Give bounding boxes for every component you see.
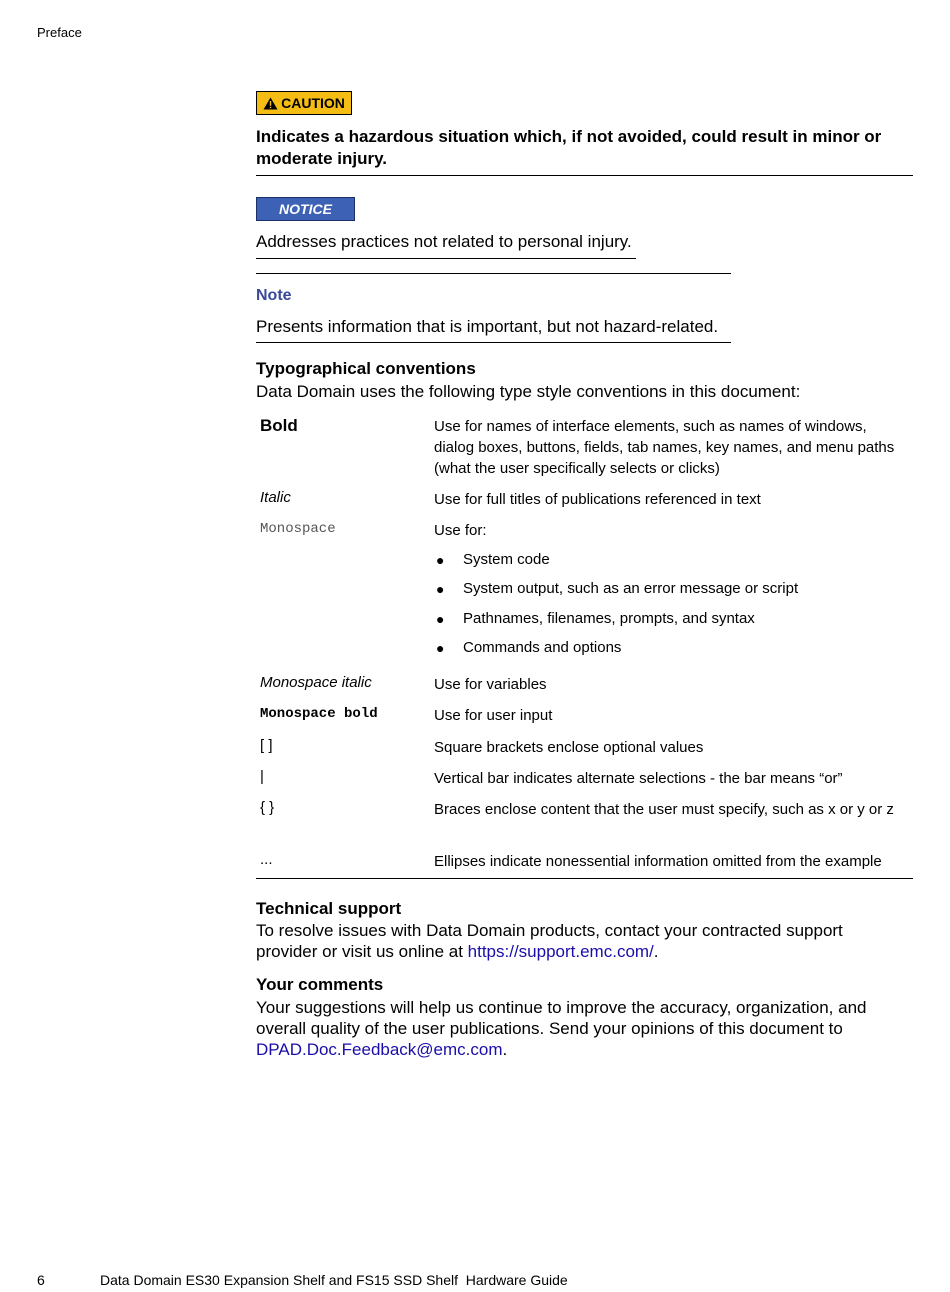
convention-term-ellipses: ... xyxy=(260,851,273,868)
document-title: Data Domain ES30 Expansion Shelf and FS15 SSD Shelf Hardware Guide xyxy=(100,1272,568,1288)
table-bottom-rule xyxy=(256,878,913,879)
feedback-email-link[interactable]: DPAD.Doc.Feedback@emc.com xyxy=(256,1040,503,1059)
notice-text: Addresses practices not related to personal injury. xyxy=(256,232,632,251)
convention-desc-braces: Braces enclose content that the user must specify, such as x or y or z xyxy=(434,801,894,818)
convention-desc-bold: Use for names of interface elements, such as names of windows, dialog boxes, buttons, fields, tab names, key names, and menu paths (what the user specifically selects or clicks) xyxy=(434,418,895,477)
convention-desc-vertical-bar: Vertical bar indicates alternate selections - the bar means “or” xyxy=(434,770,843,787)
technical-support-heading: Technical support xyxy=(256,899,402,918)
notice-badge: NOTICE xyxy=(256,197,355,221)
notice-underline xyxy=(256,258,636,259)
convention-term-bold: Bold xyxy=(260,416,298,435)
convention-term-brackets: [ ] xyxy=(260,737,273,754)
note-divider xyxy=(256,342,731,343)
bullet-item: Commands and options xyxy=(463,639,622,656)
note-text: Presents information that is important, but not hazard-related. xyxy=(256,317,719,336)
bullet-marker: ● xyxy=(436,552,445,568)
convention-term-italic: Italic xyxy=(260,489,291,506)
bullet-item: System output, such as an error message or script xyxy=(463,580,799,597)
typographical-heading: Typographical conventions xyxy=(256,359,476,378)
caution-badge xyxy=(256,91,352,115)
note-label: Note xyxy=(256,287,292,304)
bullet-item: System code xyxy=(463,551,550,568)
running-header: Preface xyxy=(37,25,82,40)
bullet-item: Pathnames, filenames, prompts, and syntax xyxy=(463,610,755,627)
convention-term-vertical-bar: | xyxy=(260,768,264,785)
convention-desc-ellipses: Ellipses indicate nonessential information omitted from the example xyxy=(434,853,882,870)
caution-badge-label: CAUTION xyxy=(281,95,345,111)
bullet-marker: ● xyxy=(436,611,445,627)
typographical-intro: Data Domain uses the following type style conventions in this document: xyxy=(256,382,801,401)
caution-text: Indicates a hazardous situation which, if not avoided, could result in minor or moderate injury. xyxy=(256,127,882,168)
comments-text xyxy=(256,997,896,1060)
comments-period: . xyxy=(502,1040,508,1059)
technical-support-body: To resolve issues with Data Domain products, contact your contracted support provider or visit us online at xyxy=(256,921,843,961)
convention-desc-italic: Use for full titles of publications referenced in text xyxy=(434,491,761,508)
convention-term-braces: { } xyxy=(260,799,275,816)
convention-term-monospace-italic: Monospace italic xyxy=(260,674,372,691)
bullet-marker: ● xyxy=(436,581,445,597)
page-number: 6 xyxy=(37,1272,45,1288)
convention-desc-monospace-bold: Use for user input xyxy=(434,707,553,724)
warning-triangle-icon xyxy=(263,97,278,110)
support-link[interactable]: https://support.emc.com/ xyxy=(467,942,654,961)
convention-term-monospace: Monospace xyxy=(260,521,336,537)
comments-heading: Your comments xyxy=(256,975,384,994)
convention-desc-brackets: Square brackets enclose optional values xyxy=(434,739,704,756)
notice-divider xyxy=(256,273,731,274)
caution-divider xyxy=(256,175,913,176)
bullet-marker: ● xyxy=(436,640,445,656)
convention-term-monospace-bold: Monospace bold xyxy=(260,706,378,722)
technical-support-period: . xyxy=(653,942,659,961)
comments-body: Your suggestions will help us continue to improve the accuracy, organization, and overall quality of the user publications. Send your opinions of this document to xyxy=(256,998,867,1038)
technical-support-text xyxy=(256,920,886,962)
convention-desc-monospace: Use for: xyxy=(434,522,487,539)
convention-desc-monospace-italic: Use for variables xyxy=(434,676,547,693)
